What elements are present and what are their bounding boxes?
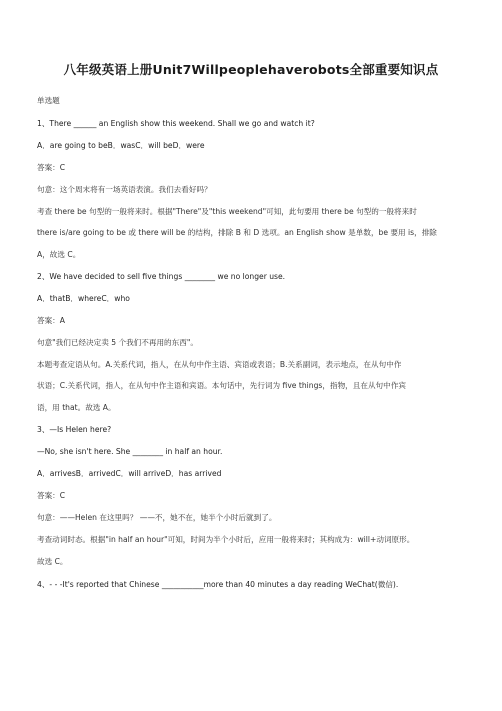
question-1-translation: 句意：这个周末将有一场英语表演。我们去看好吗？	[37, 185, 212, 194]
question-3-answer: 答案：C	[37, 491, 66, 500]
question-3-explanation-line-1: 考查动词时态。根据"in half an hour"可知，时间为半个小时后，应用一般将来时；其构成为：will+动词原形。	[37, 535, 415, 544]
question-3-stem-line-2: —No, she isn't here. She ________ in half an hour.	[37, 447, 223, 456]
question-2-answer: 答案：A	[37, 316, 65, 325]
question-1-explanation-line-1: 考查 there be 句型的一般将来时。根据"There"及"this weekend"可知，此句要用 there be 句型的一般将来时	[37, 207, 417, 216]
page-title: 八年级英语上册Unit7Willpeoplehaverobots全部重要知识点	[63, 62, 439, 77]
question-3-translation: 句意：——Helen 在这里吗？ ——不，她不在，她半个小时后就到了。	[37, 513, 277, 522]
question-1-options: A．are going to beB．wasC．will beD．were	[37, 141, 205, 150]
question-2-options: A．thatB．whereC．who	[37, 294, 130, 303]
question-2-translation: 句意"我们已经决定卖 5 个我们不再用的东西"。	[37, 338, 198, 347]
question-3-explanation-line-2: 故选 C。	[37, 557, 68, 566]
question-3-options: A．arrivesB．arrivedC．will arriveD．has arrived	[37, 469, 222, 478]
question-2-explanation-line-2: 状语；C.关系代词，指人，在从句中作主语和宾语。本句话中，先行词为 five things，指物，且在从句中作宾	[37, 381, 406, 390]
question-3-stem-line-1: 3、—Is Helen here?	[37, 425, 112, 434]
question-4-stem: 4、- - -It's reported that Chinese ___________more than 40 minutes a day reading WeChat(微信).	[37, 580, 399, 589]
question-1-explanation-line-3: A，故选 C。	[37, 250, 81, 259]
question-2-stem: 2、We have decided to sell five things ________ we no longer use.	[37, 272, 286, 281]
question-1-stem: 1、There ______ an English show this weekend. Shall we go and watch it?	[37, 119, 315, 128]
question-1-explanation-line-2: there is/are going to be 或 there will be 的结构，排除 B 和 D 选项。an English show 是单数，be 要用 is，排除	[37, 228, 437, 237]
question-2-explanation-line-1: 本题考查定语从句。A.关系代词，指人，在从句中作主语、宾语或表语；B.关系副词，表示地点，在从句中作	[37, 360, 402, 369]
question-2-explanation-line-3: 语，用 that。故选 A。	[37, 403, 116, 412]
section-heading: 单选题	[37, 96, 60, 105]
question-1-answer: 答案：C	[37, 163, 66, 172]
